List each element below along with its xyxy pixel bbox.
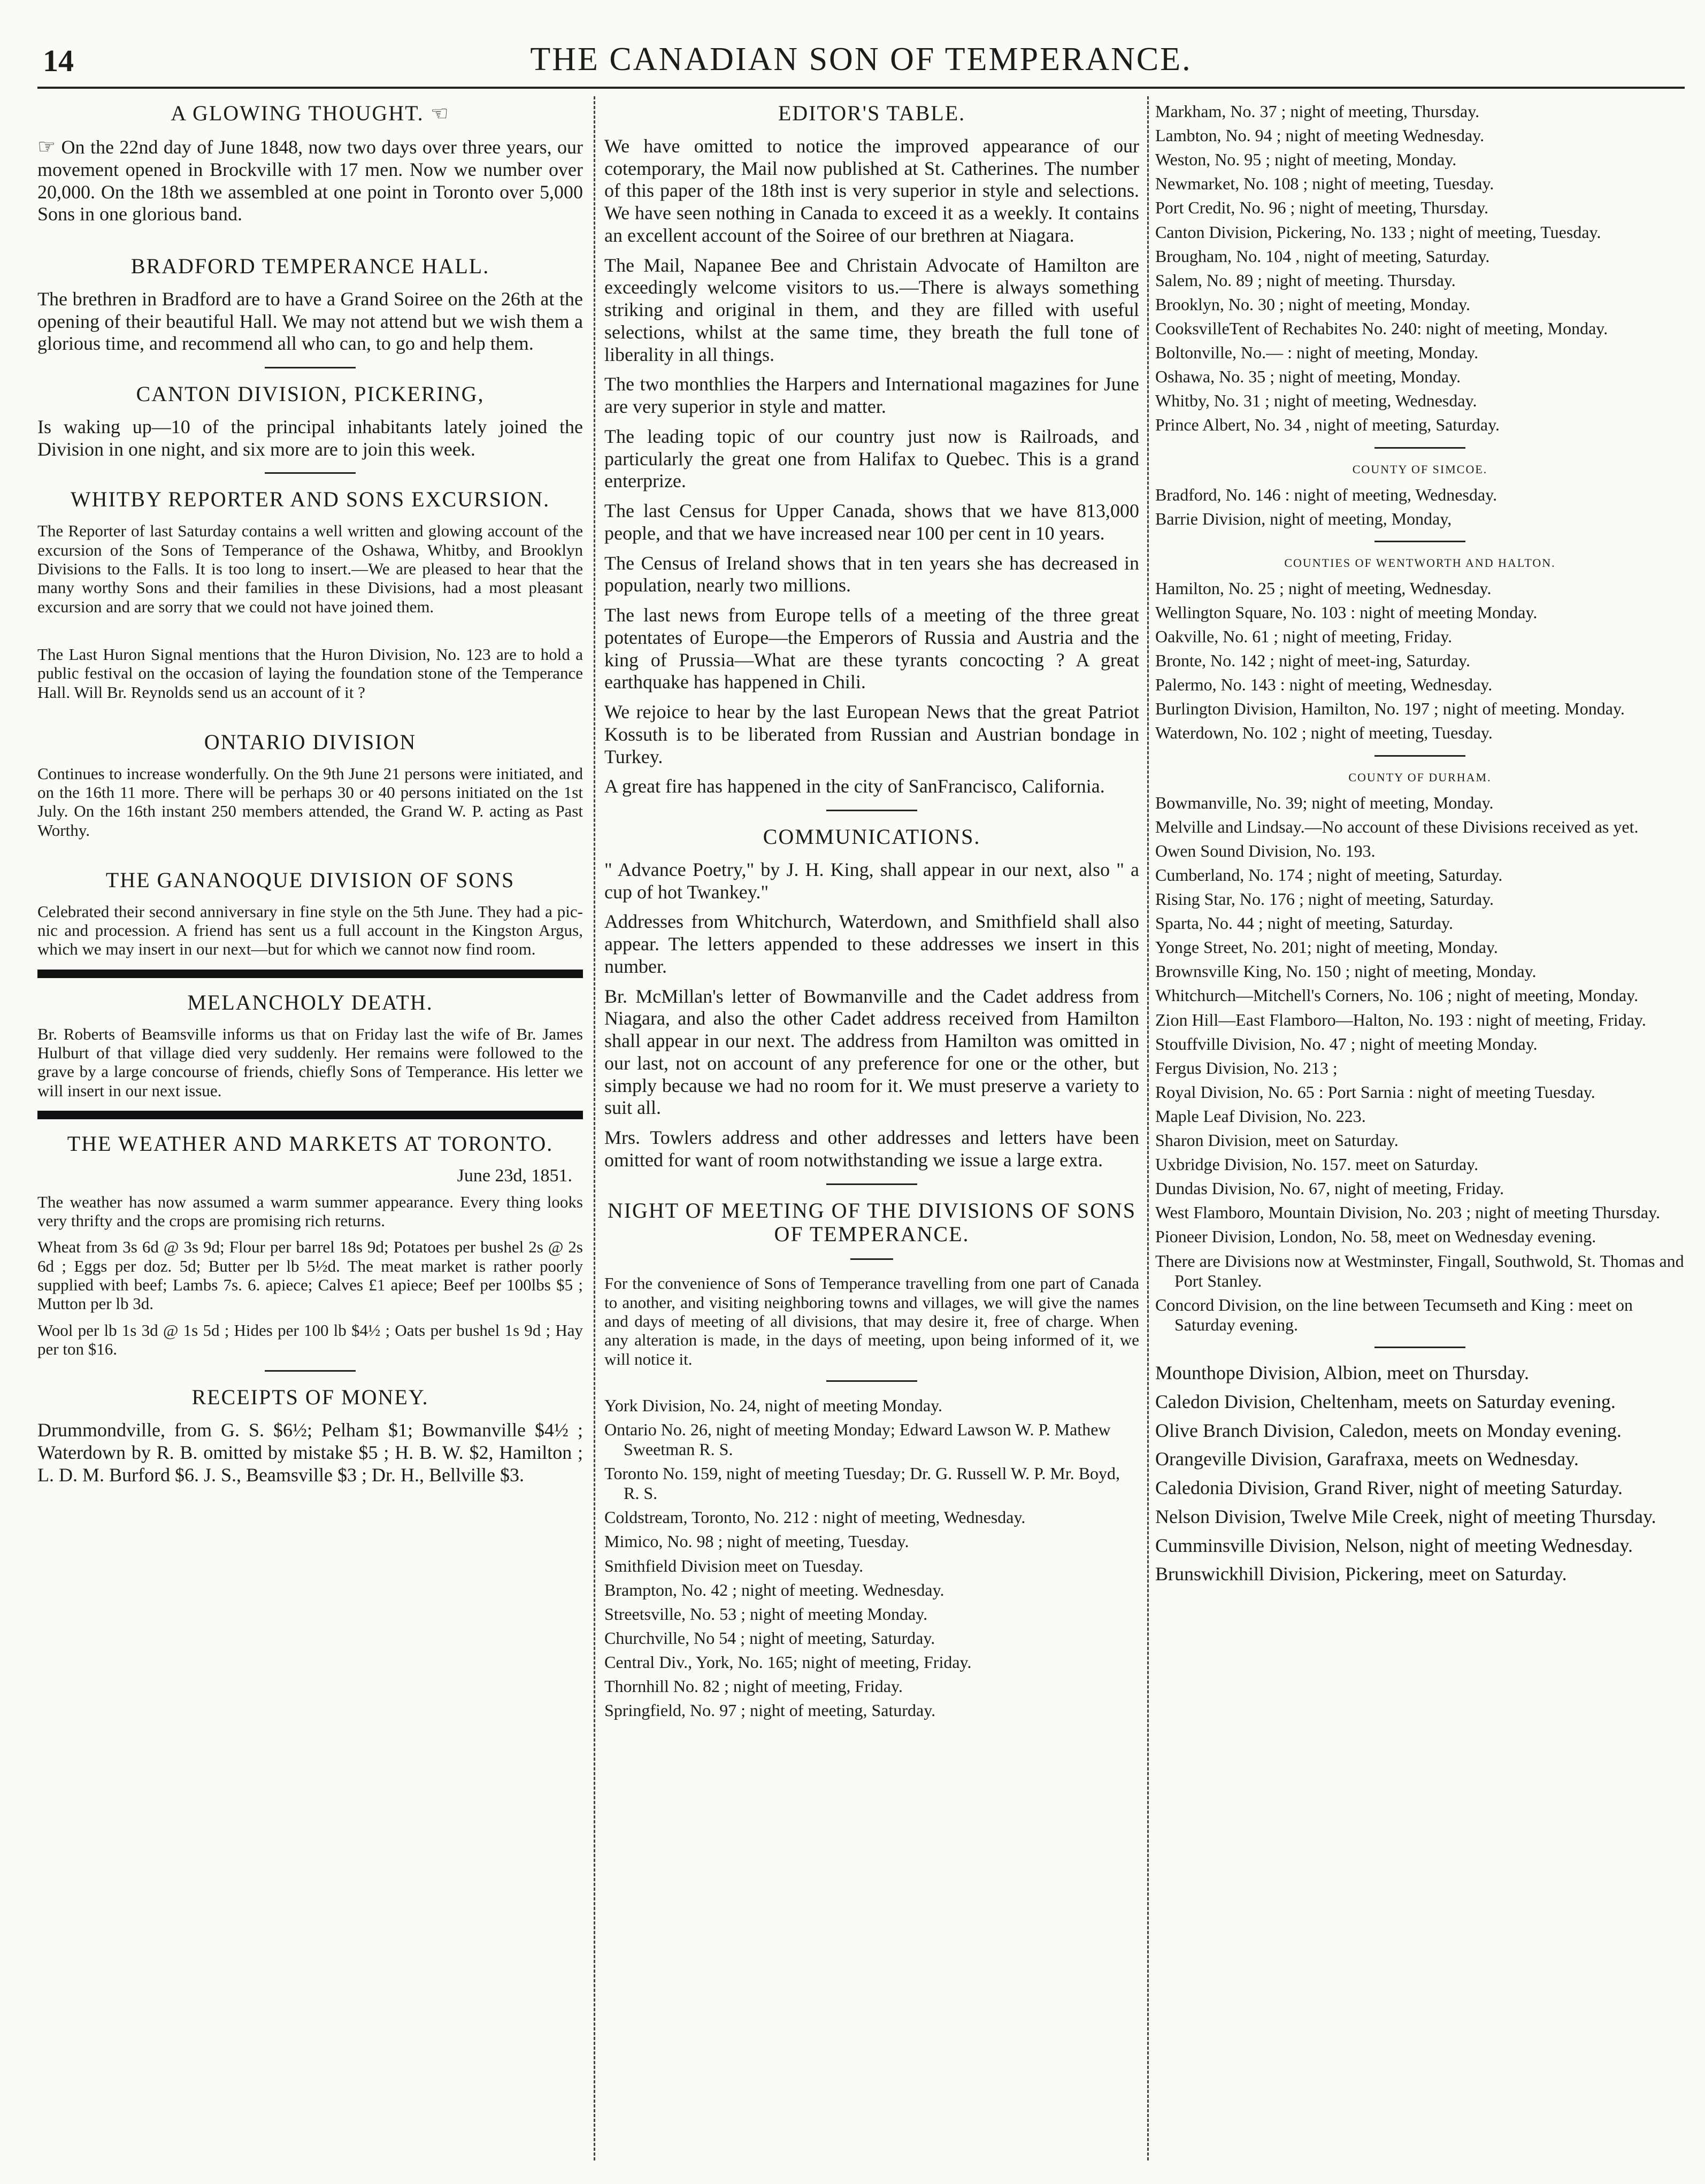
article-body: Br. Roberts of Beamsville informs us that on Friday last the wife of Br. James Hulburt of that village died very suddenly. Her remains were followed to the grave by a large concourse of friends, chiefly Sons of Temperance. His letter we will insert in our next issue. — [37, 1024, 583, 1100]
division-entry: West Flamboro, Mountain Division, No. 203 ; night of meeting Thursday. — [1155, 1203, 1661, 1222]
newspaper-page — [37, 37, 1685, 2166]
division-entry: Brooklyn, No. 30 ; night of meeting, Monday. — [1155, 294, 1470, 314]
divider — [265, 472, 356, 474]
division-entry: Coldstream, Toronto, No. 212 : night of meeting, Wednesday. — [604, 1508, 1026, 1527]
article-title: CANTON DIVISION, PICKERING, — [136, 382, 485, 406]
division-entry: Bronte, No. 142 ; night of meet-ing, Saturday. — [1155, 651, 1470, 671]
division-entry: Barrie Division, night of meeting, Monday, — [1155, 509, 1452, 528]
division-entry: Yonge Street, No. 201; night of meeting, Monday. — [1155, 937, 1498, 957]
paragraph: The last news from Europe tells of a meeting of the three great potentates of Europe—the Emperors of Russia and Austria and the king of Prussia—What are these tyrants concocting ? A great earthquake has happened in Chili. — [604, 604, 1139, 693]
division-entry: Dundas Division, No. 67, night of meeting, Friday. — [1155, 1179, 1504, 1198]
division-entry: Waterdown, No. 102 ; night of meeting, Tuesday. — [1155, 723, 1493, 743]
division-entry: Pioneer Division, London, No. 58, meet on Wednesday evening. — [1155, 1227, 1596, 1247]
divider — [826, 810, 917, 811]
thick-divider — [37, 970, 583, 978]
dateline: June 23d, 1851. — [457, 1165, 572, 1186]
article-title: THE GANANOQUE DIVISION OF SONS — [105, 868, 515, 892]
division-entry: Cumminsville Division, Nelson, night of meeting Wednesday. — [1155, 1534, 1633, 1556]
division-entry: Orangeville Division, Garafraxa, meets on Wednesday. — [1155, 1448, 1579, 1470]
division-entry: Stouffville Division, No. 47 ; night of meeting Monday. — [1155, 1034, 1538, 1053]
division-entry: Uxbridge Division, No. 157. meet on Saturday. — [1155, 1155, 1479, 1174]
division-entry: There are Divisions now at Westminster, Fingall, Southwold, St. Thomas and Port Stanley. — [1155, 1251, 1684, 1290]
column-3 — [1155, 102, 1685, 1592]
thick-divider — [37, 1111, 583, 1119]
article-body: Celebrated their second anniversary in fine style on the 5th June. They had a pic-nic and procession. A friend has sent us a full account in the Kingston Argus, which we may insert in our next—but for which we cannot now find room. — [37, 902, 583, 959]
division-entry: York Division, No. 24, night of meeting Monday. — [604, 1395, 942, 1415]
divider — [1374, 1347, 1465, 1348]
division-entry: Lambton, No. 94 ; night of meeting Wednesday. — [1155, 126, 1485, 145]
paragraph: We rejoice to hear by the last European News that the great Patriot Kossuth is to be liberated from Russian and Austrian bondage in Turkey. — [604, 701, 1139, 767]
division-entry: Maple Leaf Division, No. 223. — [1155, 1106, 1366, 1126]
article-body: The weather has now assumed a warm summer appearance. Every thing looks very thrifty and the crops are promising rich returns. — [37, 1192, 583, 1231]
article-title: THE WEATHER AND MARKETS AT TORONTO. — [67, 1131, 554, 1156]
division-entry: Wellington Square, No. 103 : night of meeting Monday. — [1155, 602, 1538, 622]
division-entry: Fergus Division, No. 213 ; — [1155, 1058, 1338, 1078]
paragraph: A great fire has happened in the city of SanFrancisco, California. — [604, 775, 1105, 797]
column-2 — [604, 102, 1139, 1725]
division-entry: Brunswickhill Division, Pickering, meet on Saturday. — [1155, 1563, 1567, 1585]
division-entry: Sharon Division, meet on Saturday. — [1155, 1131, 1399, 1150]
division-entry: Mimico, No. 98 ; night of meeting, Tuesday. — [604, 1532, 909, 1551]
pointing-hand-icon: ☞ — [37, 135, 56, 158]
paragraph: The Mail, Napanee Bee and Christain Advocate of Hamilton are exceedingly welcome visitors to us.—There is always something striking and original in them, and they are filled with useful selections, whilst at the same time, they breath the full tone of liberality in all things. — [604, 254, 1139, 365]
division-entry: Brownsville King, No. 150 ; night of meeting, Monday. — [1155, 962, 1537, 981]
article-title: RECEIPTS OF MONEY. — [191, 1385, 429, 1410]
division-entry: Nelson Division, Twelve Mile Creek, night of meeting Thursday. — [1155, 1505, 1656, 1527]
division-entry: Whitchurch—Mitchell's Corners, No. 106 ; night of meeting, Monday. — [1155, 986, 1639, 1005]
article-body: Continues to increase wonderfully. On the 9th June 21 persons were initiated, and on the 16th 11 more. There will be perhaps 30 or 40 persons initiated on the 1st July. On the 16th instant 250 members attended, the Grand W. P. acting as Past Worthy. — [37, 764, 583, 840]
division-entry: Boltonville, No.— : night of meeting, Monday. — [1155, 343, 1479, 363]
division-entry: Weston, No. 95 ; night of meeting, Monday. — [1155, 150, 1457, 170]
division-entry: Markham, No. 37 ; night of meeting, Thursday. — [1155, 102, 1480, 121]
divider — [826, 1380, 917, 1382]
article-title: BRADFORD TEMPERANCE HALL. — [130, 254, 490, 279]
article-title: WHITBY REPORTER AND SONS EXCURSION. — [70, 487, 550, 512]
article-title: ONTARIO DIVISION — [204, 729, 417, 754]
division-entry: Central Div., York, No. 165; night of meeting, Friday. — [604, 1652, 972, 1672]
paragraph: Br. McMillan's letter of Bowmanville and the Cadet address from Niagara, and also the other Cadet address received from Hamilton shall appear in our next. The address from Hamilton was omitted in our last, not on account of any preference for one or the other, but simply because we had no room for it. We must preserve a variety to suit all. — [604, 985, 1139, 1119]
article-body: Is waking up—10 of the principal inhabitants lately joined the Division in one night, and six more are to join this week. — [37, 416, 583, 460]
paragraph: " Advance Poetry," by J. H. King, shall appear in our next, also " a cup of hot Twankey." — [604, 858, 1139, 903]
paragraph: Mrs. Towlers address and other addresses and letters have been omitted for want of room notwithstanding we issue a large extra. — [604, 1127, 1139, 1171]
article-body: The Reporter of last Saturday contains a well written and glowing account of the excursion of the Sons of Temperance of the Oshawa, Whitby, and Brooklyn Divisions to the Falls. It is too long to insert.—We are pleased to hear that the many worthy Sons and their families in these Divisions, had a most pleasant excursion and are sorry that we could not have joined them. — [37, 521, 583, 616]
masthead — [37, 37, 1685, 86]
division-entry: Mounthope Division, Albion, meet on Thursday. — [1155, 1362, 1529, 1384]
paragraph: The two monthlies the Harpers and International magazines for June are very superior in style and matter. — [604, 373, 1139, 418]
article-title: MELANCHOLY DEATH. — [187, 990, 433, 1014]
division-entry: Bowmanville, No. 39; night of meeting, Monday. — [1155, 793, 1494, 812]
division-entry: Royal Division, No. 65 : Port Sarnia : night of meeting Tuesday. — [1155, 1082, 1595, 1102]
divider — [265, 1370, 356, 1372]
county-heading: COUNTIES OF WENTWORTH AND HALTON. — [1284, 556, 1556, 570]
division-entry: Thornhill No. 82 ; night of meeting, Friday. — [604, 1677, 903, 1696]
division-entry: Concord Division, on the line between Tecumseth and King : meet on Saturday evening. — [1155, 1295, 1633, 1334]
division-entry: Ontario No. 26, night of meeting Monday; Edward Lawson W. P. Mathew Sweetman R. S. — [604, 1419, 1111, 1459]
article-body: ☞ On the 22nd day of June 1848, now two days over three years, our movement opened in Brockville with 17 men. Now we number over 20,000. On the 18th we assembled at one point in Toronto over 5,000 Sons in one glorious band. — [37, 135, 583, 225]
division-entry: Owen Sound Division, No. 193. — [1155, 841, 1376, 860]
division-entry: Burlington Division, Hamilton, No. 197 ; night of meeting. Monday. — [1155, 699, 1625, 719]
division-entry: Cumberland, No. 174 ; night of meeting, Saturday. — [1155, 865, 1503, 885]
division-entry: Newmarket, No. 108 ; night of meeting, Tuesday. — [1155, 174, 1494, 194]
division-entry: CooksvilleTent of Rechabites No. 240: night of meeting, Monday. — [1155, 318, 1608, 338]
header-rule — [37, 87, 1685, 89]
divider — [850, 1258, 893, 1260]
division-entry: Springfield, No. 97 ; night of meeting, Saturday. — [604, 1701, 936, 1720]
division-entry: Brampton, No. 42 ; night of meeting. Wednesday. — [604, 1580, 944, 1599]
division-entry: Whitby, No. 31 ; night of meeting, Wednesday. — [1155, 391, 1477, 411]
division-entry: Port Credit, No. 96 ; night of meeting, Thursday. — [1155, 198, 1489, 218]
division-entry: Smithfield Division meet on Tuesday. — [604, 1556, 864, 1575]
division-entry: Olive Branch Division, Caledon, meets on Monday evening. — [1155, 1419, 1622, 1441]
section-title: EDITOR'S TABLE. — [778, 101, 966, 125]
column-divider-1 — [594, 96, 595, 2160]
column-1 — [37, 102, 583, 1494]
division-entry: Bradford, No. 146 : night of meeting, Wednesday. — [1155, 485, 1497, 504]
divider — [1374, 447, 1465, 449]
paragraph: The Census of Ireland shows that in ten years she has decreased in population, nearly two millions. — [604, 552, 1139, 596]
divider — [1374, 755, 1465, 757]
division-entry: Oshawa, No. 35 ; night of meeting, Monday. — [1155, 367, 1461, 387]
county-heading: COUNTY OF DURHAM. — [1348, 770, 1492, 784]
divider — [265, 367, 356, 368]
division-entry: Sparta, No. 44 ; night of meeting, Saturday. — [1155, 913, 1453, 933]
division-entry: Palermo, No. 143 : night of meeting, Wednesday. — [1155, 675, 1493, 695]
article-body: Wool per lb 1s 3d @ 1s 5d ; Hides per 100 lb $4½ ; Oats per bushel 1s 9d ; Hay per ton $16. — [37, 1320, 583, 1358]
article-body: Drummondville, from G. S. $6½; Pelham $1; Bowmanville $4½ ; Waterdown by R. B. omitted by mistake $5 ; H. B. W. $2, Hamilton ; L. D. M. Burford $6. J. S., Beamsville $3 ; Dr. H., Bellville $3. — [37, 1419, 583, 1486]
page-number: 14 — [43, 43, 74, 78]
division-entry: Hamilton, No. 25 ; night of meeting, Wednesday. — [1155, 578, 1492, 598]
paragraph: Addresses from Whitchurch, Waterdown, and Smithfield shall also appear. The letters appended to these addresses we insert in this number. — [604, 911, 1139, 977]
pointing-hand-icon: ☜ — [430, 103, 450, 125]
division-entry: Rising Star, No. 176 ; night of meeting, Saturday. — [1155, 889, 1494, 909]
division-entry: Churchville, No 54 ; night of meeting, Saturday. — [604, 1628, 935, 1648]
section-title: COMMUNICATIONS. — [763, 825, 981, 849]
divider — [1374, 541, 1465, 542]
division-entry: Oakville, No. 61 ; night of meeting, Friday. — [1155, 626, 1453, 646]
division-entry: Salem, No. 89 ; night of meeting. Thursday. — [1155, 270, 1456, 290]
column-divider-2 — [1147, 96, 1149, 2160]
paragraph: The leading topic of our country just now is Railroads, and particularly the great one from Halifax to Quebec. This is a grand enterprize. — [604, 425, 1139, 492]
paragraph: For the convenience of Sons of Temperance travelling from one part of Canada to another, and visiting neighboring towns and villages, we will give the names and days of meeting of all divisions, that may desire it, free of charge. When any alteration is made, in the days of meeting, upon being informed of it, we will notice it. — [604, 1274, 1139, 1368]
division-entry: Canton Division, Pickering, No. 133 ; night of meeting, Tuesday. — [1155, 222, 1601, 242]
division-entry: Streetsville, No. 53 ; night of meeting Monday. — [604, 1604, 928, 1624]
article-body: The brethren in Bradford are to have a Grand Soiree on the 26th at the opening of their beautiful Hall. We may not attend but we wish them a glorious time, and recommend all who can, to go and help them. — [37, 288, 583, 355]
newspaper-title: THE CANADIAN SON OF TEMPERANCE. — [530, 41, 1192, 78]
divider — [826, 1183, 917, 1185]
division-entry: Caledon Division, Cheltenham, meets on Saturday evening. — [1155, 1390, 1616, 1412]
county-heading: COUNTY OF SIMCOE. — [1352, 462, 1488, 476]
article-body: The Last Huron Signal mentions that the Huron Division, No. 123 are to hold a public festival on the occasion of laying the foundation stone of the Temperance Hall. Will Br. Reynolds send us an account of it ? — [37, 644, 583, 702]
division-entry: Zion Hill—East Flamboro—Halton, No. 193 : night of meeting, Friday. — [1155, 1010, 1646, 1029]
article-title: A GLOWING THOUGHT. ☜ — [171, 101, 450, 125]
section-title: NIGHT OF MEETING OF THE DIVISIONS OF SONS OF TEMPERANCE. — [607, 1198, 1136, 1247]
division-entry: Toronto No. 159, night of meeting Tuesday; Dr. G. Russell W. P. Mr. Boyd, R. S. — [604, 1464, 1120, 1503]
paragraph: The last Census for Upper Canada, shows that we have 813,000 people, and that we have increased near 100 per cent in 10 years. — [604, 500, 1139, 544]
division-entry: Melville and Lindsay.—No account of these Divisions received as yet. — [1155, 817, 1639, 836]
division-entry: Prince Albert, No. 34 , night of meeting, Saturday. — [1155, 415, 1500, 435]
division-entry: Caledonia Division, Grand River, night of meeting Saturday. — [1155, 1477, 1623, 1499]
article-body: Wheat from 3s 6d @ 3s 9d; Flour per barrel 18s 9d; Potatoes per bushel 2s @ 2s 6d ; Eggs per doz. 5d; Butter per lb 5½d. The meat market is rather poorly supplied with beef; Lambs 7s. 6. apiece; Calves £1 apiece; Beef per 100lbs $5 ; Mutton per lb 3d. — [37, 1237, 583, 1313]
paragraph: We have omitted to notice the improved appearance of our cotemporary, the Mail now published at St. Catherines. The number of this paper of the 18th inst is very superior in style and selections. We have seen nothing in Canada to exceed it as a weekly. It contains an excellent account of the Soiree of our brethren at Niagara. — [604, 135, 1139, 246]
division-entry: Brougham, No. 104 , night of meeting, Saturday. — [1155, 246, 1490, 266]
